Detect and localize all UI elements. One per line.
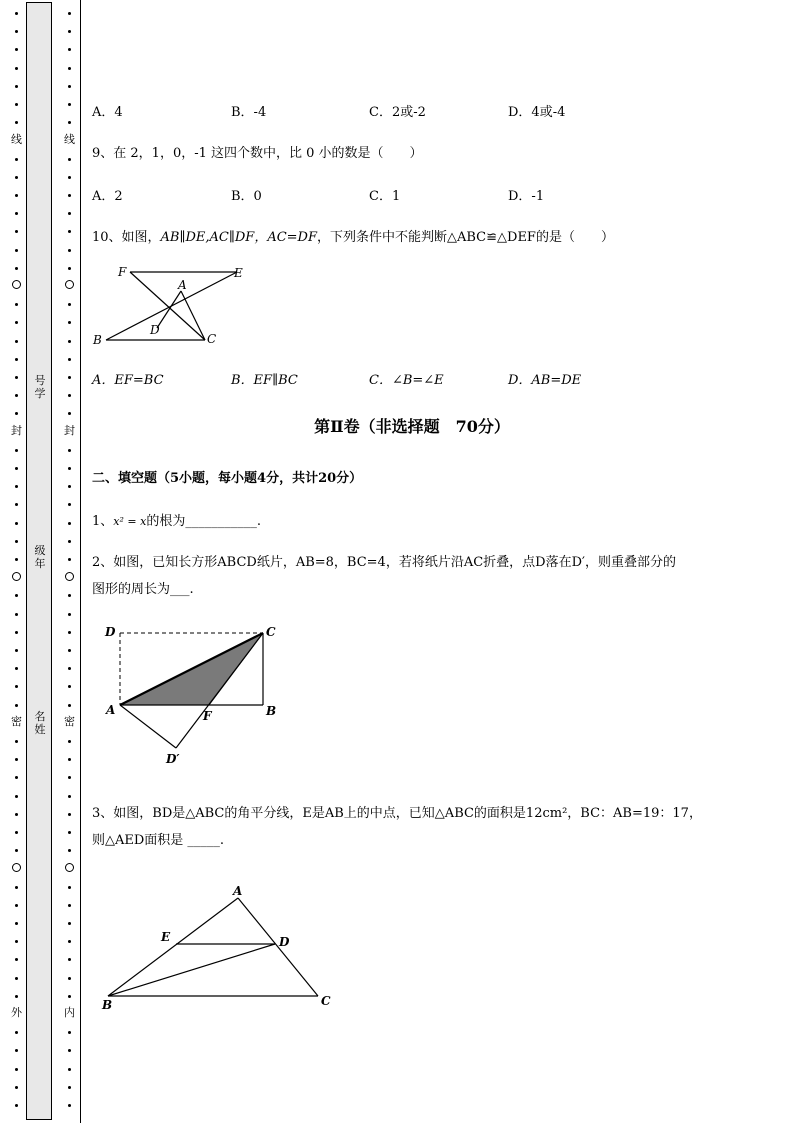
- seal-dot: [68, 631, 71, 634]
- q8-option-a: A．4: [92, 105, 123, 120]
- part2-title: 第Ⅱ卷（非选择题 70分）: [314, 417, 510, 436]
- seal-dot: [15, 67, 18, 70]
- seal-dot: [68, 740, 71, 743]
- fill-q2-label-a: A: [106, 703, 116, 717]
- seal-dot: [15, 922, 18, 925]
- seal-dot: [15, 1086, 18, 1089]
- seal-dot: [68, 1031, 71, 1034]
- seal-dot: [68, 958, 71, 961]
- inner-label-feng: 封: [64, 424, 75, 437]
- seal-dot: [15, 704, 18, 707]
- q10-label-b: B: [93, 333, 102, 347]
- seal-dot: [68, 758, 71, 761]
- inner-label-nei: 内: [64, 1006, 75, 1019]
- seal-circle-icon: [12, 572, 21, 581]
- fill-q3-label-e: E: [161, 930, 171, 944]
- seal-dot: [68, 849, 71, 852]
- seal-dot: [15, 995, 18, 998]
- inner-label-xian: 线: [64, 133, 75, 146]
- seal-dot: [15, 1031, 18, 1034]
- seal-dot: [68, 467, 71, 470]
- seal-dot: [68, 449, 71, 452]
- seal-dot: [15, 212, 18, 215]
- q8-option-d: D．4或-4: [508, 105, 566, 120]
- q10-label-c: C: [207, 332, 217, 346]
- seal-dot: [15, 886, 18, 889]
- seal-dot: [68, 303, 71, 306]
- q10-label-f: F: [118, 265, 127, 279]
- fill-q3-label-a: A: [233, 884, 243, 898]
- seal-dot: [15, 649, 18, 652]
- seal-dot: [15, 249, 18, 252]
- seal-dot: [15, 540, 18, 543]
- seal-dot: [68, 940, 71, 943]
- seal-dot: [68, 340, 71, 343]
- seal-dot: [15, 1104, 18, 1107]
- seal-dot: [15, 85, 18, 88]
- seal-dot: [68, 904, 71, 907]
- seal-dot: [68, 540, 71, 543]
- seal-dot: [68, 12, 71, 15]
- q9-option-d: D．-1: [508, 189, 545, 204]
- seal-dot: [15, 776, 18, 779]
- q8-option-b: B．-4: [231, 105, 267, 120]
- seal-dot: [68, 85, 71, 88]
- q10-stem-prefix: 10、如图，: [92, 230, 161, 245]
- fill-q3-label-c: C: [321, 994, 331, 1008]
- seal-dot: [68, 558, 71, 561]
- seal-dot: [68, 121, 71, 124]
- q9-option-a: A．2: [92, 189, 123, 204]
- seal-dot: [68, 67, 71, 70]
- fill-q2-label-dprime: D′: [166, 752, 180, 766]
- seal-circle-icon: [65, 863, 74, 872]
- seal-dot: [68, 813, 71, 816]
- seal-dot: [15, 30, 18, 33]
- fill-q3-line1: 3、如图，BD是△ABC的角平分线，E是AB上的中点，已知△ABC的面积是12cm²，BC：AB=19：17，: [92, 806, 702, 821]
- fill-q2-label-d: D: [105, 625, 116, 639]
- seal-dot: [68, 831, 71, 834]
- seal-dot: [15, 340, 18, 343]
- seal-dot: [15, 194, 18, 197]
- fill-q1: [92, 510, 261, 529]
- seal-dot: [15, 267, 18, 270]
- seal-label-wai: 外: [11, 1006, 22, 1019]
- seal-dot: [68, 30, 71, 33]
- seal-circle-icon: [65, 280, 74, 289]
- seal-label-mi: 密: [11, 715, 22, 728]
- q10-figure: [92, 258, 262, 353]
- seal-dot: [15, 1049, 18, 1052]
- seal-dot: [15, 449, 18, 452]
- q9-option-b: B．0: [231, 189, 262, 204]
- q10-label-a: A: [178, 278, 187, 292]
- q9-stem: 9、在 2，1，0，-1 这四个数中，比 0 小的数是（ ）: [92, 146, 423, 161]
- seal-dot: [15, 613, 18, 616]
- seal-dot: [68, 1068, 71, 1071]
- seal-dot: [15, 412, 18, 415]
- seal-dot: [68, 412, 71, 415]
- seal-dot: [15, 1068, 18, 1071]
- seal-dot: [68, 358, 71, 361]
- seal-label-feng: 封: [11, 424, 22, 437]
- seal-dot: [68, 230, 71, 233]
- seal-dot: [15, 813, 18, 816]
- seal-dot: [15, 631, 18, 634]
- seal-dot: [68, 995, 71, 998]
- fill-q3-figure: [100, 878, 340, 1018]
- seal-circle-icon: [12, 280, 21, 289]
- seal-dot: [68, 158, 71, 161]
- seal-dot: [68, 522, 71, 525]
- seal-dot: [68, 649, 71, 652]
- q10-option-c: C．∠B=∠E: [369, 373, 444, 388]
- seal-dot: [15, 503, 18, 506]
- seal-dot: [15, 394, 18, 397]
- seal-dot: [68, 1049, 71, 1052]
- fill-q2-label-c: C: [266, 625, 276, 639]
- q8-option-c: C．2或-2: [369, 105, 426, 120]
- fill-q3-line2: 则△AED面积是 _____.: [92, 833, 225, 848]
- seal-dot: [15, 358, 18, 361]
- seal-dot: [68, 267, 71, 270]
- seal-dot: [68, 194, 71, 197]
- seal-circle-icon: [12, 863, 21, 872]
- fill-q3-label-d: D: [279, 935, 290, 949]
- seal-dot: [68, 685, 71, 688]
- seal-dot: [15, 230, 18, 233]
- q10-label-e: E: [234, 266, 243, 280]
- seal-dot: [68, 776, 71, 779]
- seal-dot: [68, 485, 71, 488]
- seal-dot: [15, 594, 18, 597]
- seal-circle-icon: [65, 572, 74, 581]
- binding-margin: [0, 0, 84, 1123]
- seal-dot: [15, 958, 18, 961]
- fill-q2-label-f: F: [203, 709, 212, 723]
- seal-dot: [15, 831, 18, 834]
- seal-dot: [15, 103, 18, 106]
- seal-dot: [15, 485, 18, 488]
- seal-dot: [68, 212, 71, 215]
- seal-dot: [15, 158, 18, 161]
- fill-section-heading: 二、填空题（5小题，每小题4分，共计20分）: [92, 471, 363, 486]
- seal-dot: [15, 795, 18, 798]
- seal-dot: [68, 594, 71, 597]
- seal-dot: [68, 503, 71, 506]
- student-number-label: 号学: [34, 374, 46, 400]
- seal-dot: [68, 704, 71, 707]
- seal-dot: [15, 121, 18, 124]
- fill-q1-suffix: 的根为___________.: [146, 514, 261, 529]
- seal-dot: [15, 522, 18, 525]
- seal-dot: [15, 758, 18, 761]
- fill-q1-equation: x² = x: [113, 515, 147, 528]
- seal-dot: [68, 48, 71, 51]
- seal-dot: [15, 467, 18, 470]
- seal-dot: [68, 886, 71, 889]
- seal-dot: [15, 48, 18, 51]
- fill-q1-prefix: 1、: [92, 514, 114, 529]
- seal-dot: [68, 321, 71, 324]
- seal-dot: [68, 249, 71, 252]
- inner-label-mi: 密: [64, 715, 75, 728]
- seal-dot: [68, 667, 71, 670]
- seal-dot: [15, 558, 18, 561]
- seal-dot: [15, 849, 18, 852]
- grade-label: 级年: [34, 544, 46, 570]
- fill-q2-figure: [102, 618, 302, 768]
- seal-dot: [68, 613, 71, 616]
- seal-dot: [15, 904, 18, 907]
- student-name-label: 名姓: [34, 710, 46, 736]
- q10-option-d: D．AB=DE: [508, 373, 582, 388]
- seal-dot: [15, 303, 18, 306]
- fill-q2-line2: 图形的周长为___.: [92, 582, 194, 597]
- seal-dot: [15, 740, 18, 743]
- seal-dot: [68, 176, 71, 179]
- seal-dot: [68, 394, 71, 397]
- seal-dot: [68, 1104, 71, 1107]
- seal-dot: [15, 940, 18, 943]
- seal-dot: [68, 376, 71, 379]
- seal-dot: [15, 977, 18, 980]
- fill-q2-line1: 2、如图，已知长方形ABCD纸片，AB=8，BC=4，若将纸片沿AC折叠，点D落在D′，则重叠部分的: [92, 555, 676, 570]
- margin-rule: [80, 0, 81, 1123]
- q10-option-b: B．EF∥BC: [231, 373, 298, 388]
- q10-stem: [92, 226, 614, 245]
- seal-dot: [15, 176, 18, 179]
- seal-dot: [15, 376, 18, 379]
- q10-option-a: A．EF=BC: [92, 373, 164, 388]
- seal-dot: [68, 103, 71, 106]
- seal-dot: [68, 795, 71, 798]
- q10-stem-math: AB∥DE,AC∥DF，AC=DF: [160, 230, 317, 245]
- seal-dot: [15, 685, 18, 688]
- seal-dot: [68, 922, 71, 925]
- seal-dot: [15, 321, 18, 324]
- seal-dot: [68, 1086, 71, 1089]
- q10-stem-suffix: ，下列条件中不能判断△ABC≌△DEF的是（ ）: [317, 230, 614, 245]
- seal-dot: [15, 12, 18, 15]
- seal-dot: [15, 667, 18, 670]
- seal-dot: [68, 977, 71, 980]
- q10-label-d: D: [150, 323, 160, 337]
- q9-option-c: C．1: [369, 189, 401, 204]
- fill-q2-label-b: B: [266, 704, 277, 718]
- seal-label-xian: 线: [11, 133, 22, 146]
- fill-q3-label-b: B: [102, 998, 113, 1012]
